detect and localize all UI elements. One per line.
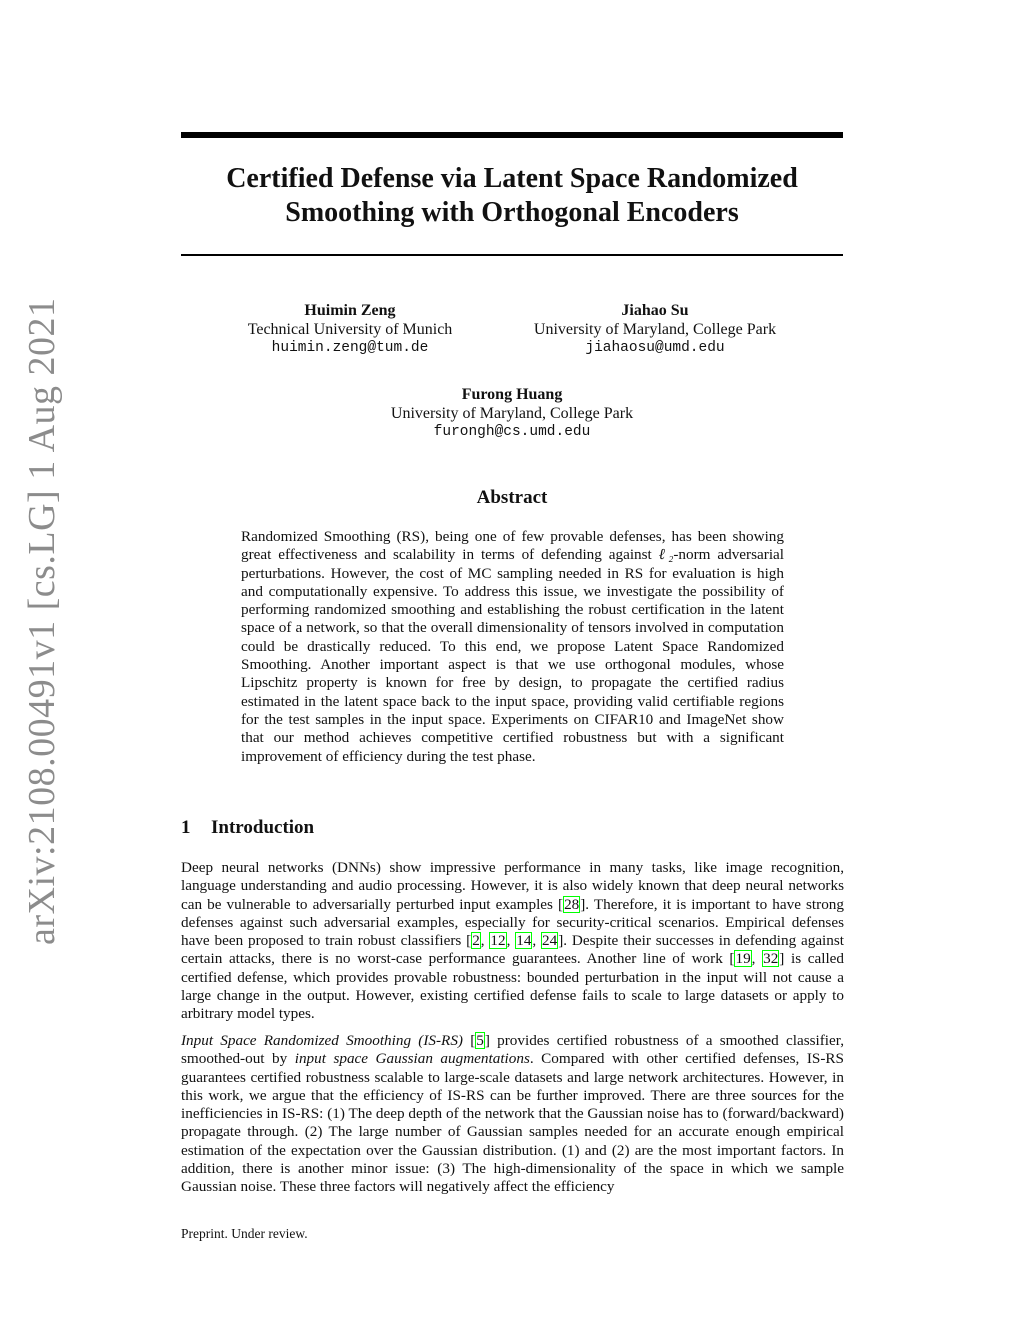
citation-link[interactable]: 14 xyxy=(516,932,532,950)
author-block-2 xyxy=(510,301,800,358)
author-name: Huimin Zeng xyxy=(304,302,396,319)
section-number: 1 xyxy=(181,817,191,838)
section-title: Introduction xyxy=(211,817,315,838)
section-heading-introduction xyxy=(181,817,314,839)
paragraph-text: . Compared with other certified defenses, IS-RS guarantees certified robustness scalable to large-scale datasets and large network architectures. However, in this work, we argue that the efficiency of IS-RS can be further improved. There are three sources for the inefficiencies in IS-RS: (1) The deep depth of the network that the Gaussian noise has to (forward/backward) propagate through. (2) The large number of Gaussian samples needed for an accurate enough empirical estimation of the expectation over the Gaussian distribution. (1) and (2) are the most important factors. In addition, there is another minor issue: (3) The high-dimensionality of the space in which we sample Gaussian noise. These three factors will negatively affect the efficiency xyxy=(181,1050,844,1196)
paragraph-text: ]. Despite their successes in defending against certain attacks, there is no worst-case performance guarantees. Another line of work [ xyxy=(181,932,845,968)
intro-paragraph-2 xyxy=(181,1032,844,1197)
paragraph-text: Deep neural networks (DNNs) show impressive performance in many tasks, like image recognition, language understanding and audio processing. However, it is also widely known that deep neural networks can be vulnerable to adversarially perturbed input examples [ xyxy=(181,859,844,913)
title-bottom-rule xyxy=(181,254,843,256)
paragraph-text: [ xyxy=(462,1032,476,1049)
citation-link[interactable]: 24 xyxy=(542,932,558,950)
title-line-1: Certified Defense via Latent Space Randomized xyxy=(226,163,798,194)
abstract-part-2: -norm adversarial perturbations. However, the cost of MC sampling needed in RS for evaluation is high and computationally expensive. To address this issue, we investigate the possibility of performing randomized smoothing and establishing the robust certification in the latent space of a network, so that the overall dimensionality of tensors involved in computation could be drastically reduced. To this end, we propose Latent Space Randomized Smoothing. Another important aspect is that we use orthogonal modules, whose Lipschitz property is known for free by design, to propagate the certified radius estimated in the latent space back to the input space, providing valid certifiable regions for the test samples in the input space. Experiments on CIFAR10 and ImageNet show that our method achieves competitive certified robustness but with a significant improvement of efficiency during the test phase. xyxy=(241,546,784,765)
author-email[interactable]: jiahaosu@umd.edu xyxy=(585,340,725,356)
paragraph-text: ]. Therefore, it is important to have strong defenses against such adversarial examples, especially for security-critical scenarios. Empirical defenses have been proposed to train robust classifiers [ xyxy=(181,895,844,950)
author-email[interactable]: furongh@cs.umd.edu xyxy=(433,424,591,440)
paragraph-text: ] provides certified robustness of a smoothed classifier, smoothed-out by xyxy=(181,1032,844,1068)
footer-note: Preprint. Under review. xyxy=(181,1226,308,1241)
abstract-part-1: Randomized Smoothing (RS), being one of few provable defenses, has been showing great effectiveness and scalability in terms of defending against xyxy=(241,528,784,564)
paragraph-text: ] is called certified defense, which provides provable robustness: bounded perturbation in the input will not cause a large change in the output. However, existing certified defense fails to scale to large datasets or apply to arbitrary model types. xyxy=(181,950,844,1023)
citation-link[interactable]: 2 xyxy=(472,932,480,950)
title-line-2: Smoothing with Orthogonal Encoders xyxy=(285,197,739,228)
abstract-math: ℓ₂ xyxy=(658,546,674,564)
citation-link[interactable]: 32 xyxy=(763,950,779,968)
paper-title xyxy=(181,162,843,230)
author-affiliation: Technical University of Munich xyxy=(247,321,453,338)
intro-paragraph-1: Deep neural networks (DNNs) show impressive performance in many tasks, like image recognition, language understanding and audio processing. However, it is also widely known that deep neural networks can be vulnerable to adversarially perturbed input examples [28]. Therefore, it is important to have strong defenses against such adversarial examples, especially for security-critical scenarios. Empirical defenses have been proposed to train robust classifiers [2, 12, 14, 24]. Despite their successes in defending against certain attacks, there is no worst-case performance guarantees. Another line of work [19, 32] is called certified defense, which provides provable robustness: bounded perturbation in the input will not cause a large change in the output. However, existing certified defense fails to scale to large datasets or apply to arbitrary model types. xyxy=(181,859,845,1023)
author-block-3 xyxy=(362,385,662,442)
citation-link[interactable]: 28 xyxy=(564,895,580,913)
author-block-1 xyxy=(230,301,470,358)
author-email[interactable]: huimin.zeng@tum.de xyxy=(271,340,429,356)
arxiv-stamp: arXiv:2108.00491v1 [cs.LG] 1 Aug 2021 xyxy=(21,297,63,945)
abstract-heading: Abstract xyxy=(476,487,548,508)
emphasis-text: Input Space Randomized Smoothing (IS-RS) xyxy=(181,1032,463,1049)
author-affiliation: University of Maryland, College Park xyxy=(533,321,777,338)
author-name: Jiahao Su xyxy=(621,302,689,319)
emphasis-text: input space Gaussian augmentations xyxy=(294,1050,530,1068)
citation-link[interactable]: 5 xyxy=(476,1032,484,1049)
author-name: Furong Huang xyxy=(461,386,563,403)
citation-link[interactable]: 12 xyxy=(490,932,506,950)
citation-link[interactable]: 19 xyxy=(735,950,751,968)
abstract-text xyxy=(241,528,784,766)
author-affiliation: University of Maryland, College Park xyxy=(390,405,634,422)
title-top-rule xyxy=(181,132,843,138)
